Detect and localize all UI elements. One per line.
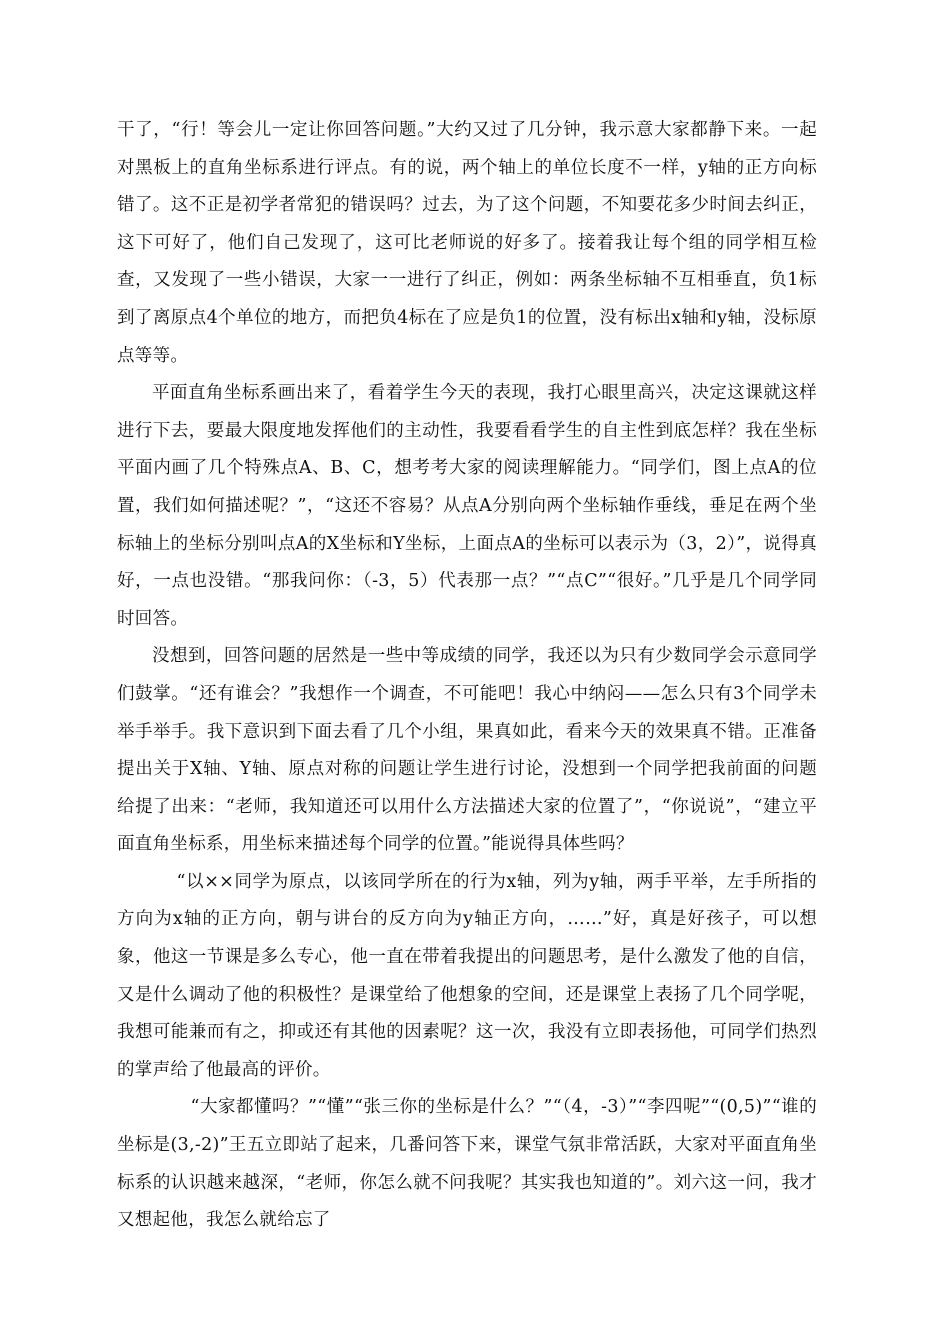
paragraph-1: 干了，“行！等会儿一定让你回答问题。”大约又过了几分钟，我示意大家都静下来。一起对黑板上的直角坐标系进行评点。有的说，两个轴上的单位长度不一样，y轴的正方向标错了。这不正是初学者常犯的错误吗？过去，为了这个问题，不知要花多少时间去纠正，这下可好了，他们自己发现了，这可比老师说的好多了。接着我让每个组的同学相互检查，又发现了一些小错误，大家一一进行了纠正，例如：两条坐标轴不互相垂直，负1标到了离原点4个单位的地方，而把负4标在了应是负1的位置，没有标出x轴和y轴，没标原点等等。	[117, 120, 817, 366]
paragraph-2: 平面直角坐标系画出来了，看着学生今天的表现，我打心眼里高兴，决定这课就这样进行下去，要最大限度地发挥他们的主动性，我要看看学生的自主性到底怎样？我在坐标平面内画了几个特殊点A、B、C，想考考大家的阅读理解能力。“同学们，图上点A的位置，我们如何描述呢？”，“这还不容易？从点A分别向两个坐标轴作垂线，垂足在两个坐标轴上的坐标分别叫点A的X坐标和Y坐标，上面点A的坐标可以表示为（3，2）”，说得真好，一点也没错。“那我问你：（-3，5）代表那一点？”“点C”“很好。”几乎是几个同学同时回答。	[117, 383, 817, 629]
document-page	[117, 112, 817, 1240]
paragraph-4: “以××同学为原点，以该同学所在的行为x轴，列为y轴，两手平举，左手所指的方向为x轴的正方向，朝与讲台的反方向为y轴正方向，……”好，真是好孩子，可以想象，他这一节课是多么专心，他一直在带着我提出的问题思考，是什么激发了他的自信，又是什么调动了他的积极性？是课堂给了他想象的空间，还是课堂上表扬了几个同学呢，我想可能兼而有之，抑或还有其他的因素呢？这一次，我没有立即表扬他，可同学们热烈的掌声给了他最高的评价。	[117, 871, 817, 1080]
paragraph-3: 没想到，回答问题的居然是一些中等成绩的同学，我还以为只有少数同学会示意同学们鼓掌。“还有谁会？”我想作一个调查，不可能吧！我心中纳闷——怎么只有3个同学未举手举手。我下意识到下面去看了几个小组，果真如此，看来今天的效果真不错。正准备提出关于X轴、Y轴、原点对称的问题让学生进行讨论，没想到一个同学把我前面的问题给提了出来：“老师，我知道还可以用什么方法描述大家的位置了”，“你说说”，“建立平面直角坐标系，用坐标来描述每个同学的位置。”能说得具体些吗？	[117, 646, 817, 855]
paragraph-5: “大家都懂吗？”“懂”“张三你的坐标是什么？”“（4，-3）”“李四呢”“(0,5)”“谁的坐标是(3,-2)”王五立即站了起来，几番问答下来，课堂气氛非常活跃，大家对平面直角坐标系的认识越来越深，“老师，你怎么就不问我呢？其实我也知道的”。刘六这一问，我才又想起他，我怎么就给忘了	[117, 1097, 817, 1231]
